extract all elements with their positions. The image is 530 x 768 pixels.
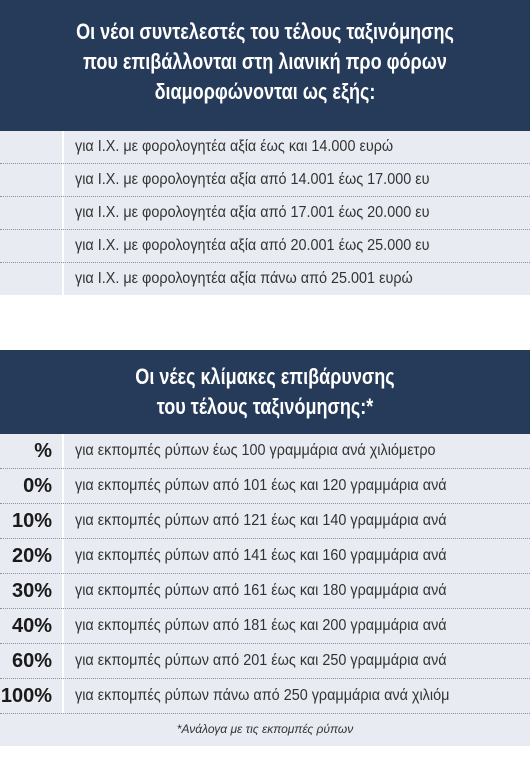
surcharge-row-text: για εκπομπές ρύπων από 201 έως και 250 γραμμάρια ανά [75, 652, 447, 669]
rates-row-value [0, 131, 64, 163]
rates-row [0, 131, 530, 164]
rates-row-text: για Ι.Χ. με φορολογητέα αξία από 14.001 έως 17.000 ευ [75, 171, 430, 188]
surcharge-row [0, 679, 530, 713]
rates-row-value [0, 164, 64, 196]
surcharge-percent: 60% [0, 644, 64, 678]
surcharge-row-text: για εκπομπές ρύπων από 101 έως και 120 γραμμάρια ανά [75, 477, 447, 494]
surcharge-row-text: για εκπομπές ρύπων από 141 έως και 160 γραμμάρια ανά [75, 547, 447, 564]
surcharge-row-text: για εκπομπές ρύπων από 181 έως και 200 γραμμάρια ανά [75, 617, 447, 634]
surcharge-row-text: για εκπομπές ρύπων έως 100 γραμμάρια ανά χιλιόμετρο [75, 442, 436, 459]
rates-row [0, 164, 530, 197]
rates-title-line-2: που επιβάλλονται στη λιανική προ φόρων [48, 47, 483, 77]
surcharge-row-text: για εκπομπές ρύπων από 161 έως και 180 γραμμάρια ανά [75, 582, 447, 599]
rates-table [0, 131, 530, 295]
surcharge-title-line-2: του τέλους ταξινόμησης:* [48, 392, 483, 422]
rates-header [0, 0, 530, 131]
surcharge-percent: 10% [0, 504, 64, 538]
surcharge-percent: 40% [0, 609, 64, 643]
surcharge-row [0, 574, 530, 609]
footnote: *Ανάλογα με τις εκπομπές ρύπων [0, 713, 530, 746]
rates-title-line-3: διαμορφώνονται ως εξής: [48, 77, 483, 107]
surcharge-percent: 20% [0, 539, 64, 573]
surcharge-percent: 0% [0, 469, 64, 503]
surcharge-row [0, 434, 530, 469]
surcharge-header [0, 350, 530, 434]
surcharge-percent: % [0, 434, 64, 468]
rates-row-text: για Ι.Χ. με φορολογητέα αξία έως και 14.000 ευρώ [75, 138, 394, 155]
rates-row-value [0, 263, 64, 295]
rates-title-line-1: Οι νέοι συντελεστές του τέλους ταξινόμησης [48, 17, 483, 47]
rates-row [0, 230, 530, 263]
rates-row [0, 197, 530, 230]
surcharge-row-text: για εκπομπές ρύπων από 121 έως και 140 γραμμάρια ανά [75, 512, 447, 529]
registration-tax-rates-panel [0, 0, 530, 312]
surcharge-row [0, 609, 530, 644]
surcharge-row [0, 539, 530, 574]
surcharge-title-line-1: Οι νέες κλίμακες επιβάρυνσης [48, 362, 483, 392]
surcharge-row-text: για εκπομπές ρύπων πάνω από 250 γραμμάρια ανά χιλιόμ [75, 687, 450, 704]
surcharge-row [0, 469, 530, 504]
surcharge-row [0, 504, 530, 539]
surcharge-percent: 100% [0, 679, 64, 713]
surcharge-percent: 30% [0, 574, 64, 608]
rates-row-value [0, 230, 64, 262]
rates-row-text: για Ι.Χ. με φορολογητέα αξία πάνω από 25.001 ευρώ [75, 270, 413, 287]
emissions-surcharge-panel [0, 350, 530, 768]
surcharge-row [0, 644, 530, 679]
surcharge-table [0, 434, 530, 713]
rates-row [0, 263, 530, 295]
rates-row-value [0, 197, 64, 229]
rates-row-text: για Ι.Χ. με φορολογητέα αξία από 20.001 έως 25.000 ευ [75, 237, 430, 254]
rates-row-text: για Ι.Χ. με φορολογητέα αξία από 17.001 έως 20.000 ευ [75, 204, 430, 221]
